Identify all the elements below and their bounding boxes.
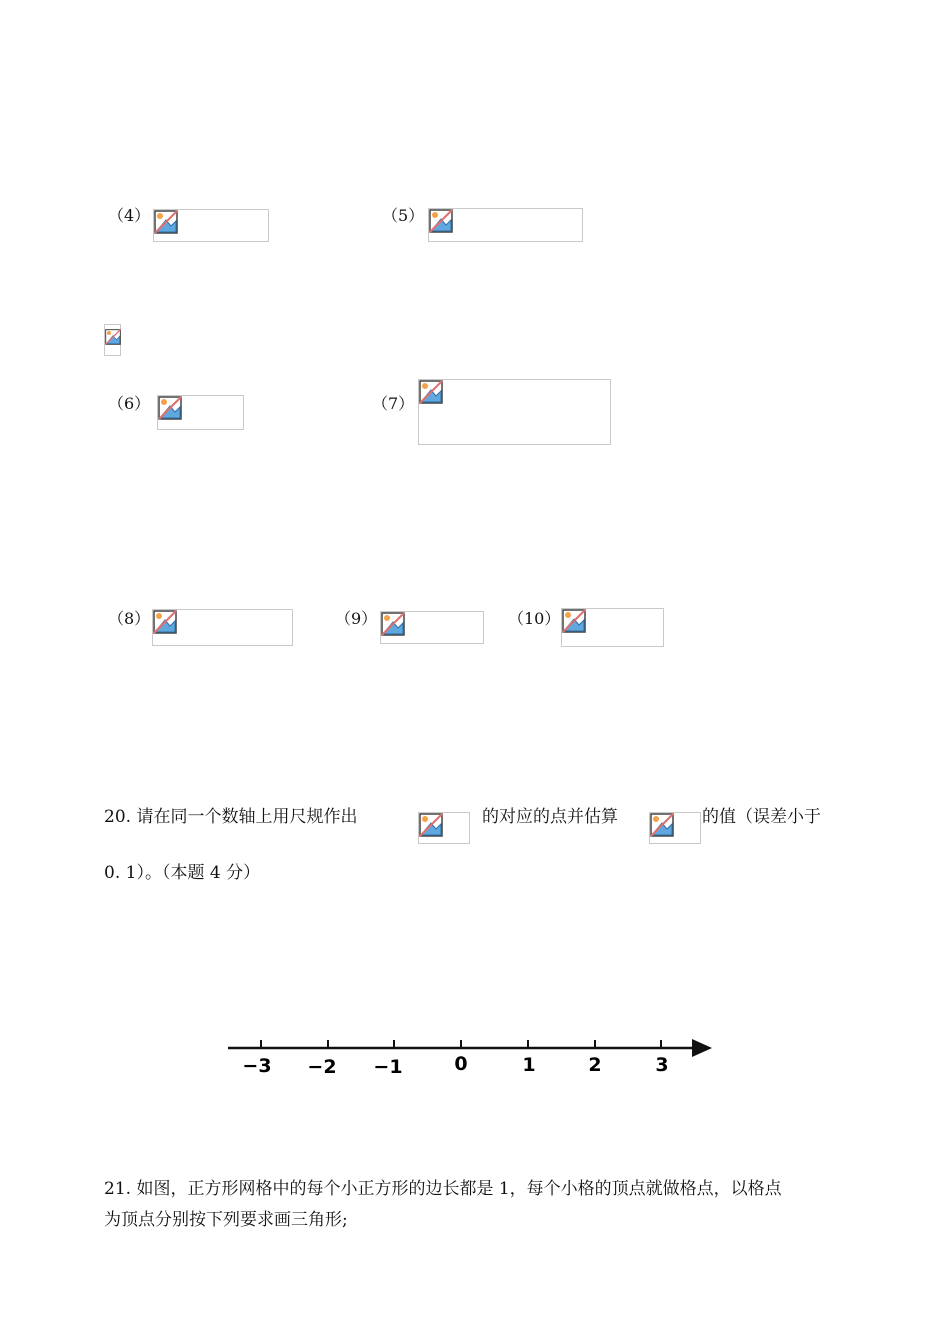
item-label-9: （9）	[335, 609, 378, 628]
tick-label: −3	[242, 1055, 272, 1077]
q21-text-line1: 21. 如图，正方形网格中的每个小正方形的边长都是 1，每个小格的顶点就做格点，以格点	[104, 1179, 782, 1199]
formula-image-8	[152, 609, 293, 646]
number-line-arrow-icon	[692, 1039, 712, 1057]
formula-image-4	[153, 209, 269, 242]
q20-text-part2: 的对应的点并估算	[482, 807, 618, 827]
q20-text-part1: 20. 请在同一个数轴上用尺规作出	[104, 807, 358, 827]
formula-image-5	[428, 208, 583, 242]
item-label-10: （10）	[508, 609, 561, 628]
q20-text-part3: 的值（误差小于	[702, 807, 821, 827]
item-label-7: （7）	[372, 394, 415, 413]
broken-image-icon	[153, 610, 177, 634]
q21-text-line2: 为顶点分别按下列要求画三角形;	[104, 1210, 348, 1230]
tick-label: 2	[588, 1054, 602, 1076]
broken-image-icon	[429, 209, 453, 233]
item-label-8: （8）	[108, 609, 151, 628]
broken-image-icon	[419, 380, 443, 404]
tick-label: 1	[522, 1054, 536, 1076]
stray-image	[104, 324, 121, 356]
q20-formula-image-1	[418, 812, 470, 844]
q20-text-line2: 0. 1）。（本题 4 分）	[104, 863, 261, 883]
formula-image-10	[561, 608, 664, 647]
tick-label: 3	[655, 1054, 669, 1076]
tick-label: −2	[307, 1056, 337, 1078]
formula-image-9	[380, 611, 484, 644]
tick-label: 0	[454, 1053, 468, 1075]
item-label-5: （5）	[382, 206, 425, 225]
broken-image-icon	[381, 612, 405, 636]
q20-formula-image-2	[649, 812, 701, 844]
item-label-6: （6）	[108, 394, 151, 413]
number-line	[222, 1030, 722, 1090]
tick-label: −1	[373, 1056, 403, 1078]
broken-image-icon	[650, 813, 674, 837]
broken-image-icon	[562, 609, 586, 633]
broken-image-icon	[158, 396, 182, 420]
broken-image-icon	[419, 813, 443, 837]
formula-image-7	[418, 379, 611, 445]
item-label-4: （4）	[108, 206, 151, 225]
broken-image-icon	[105, 325, 121, 349]
formula-image-6	[157, 395, 244, 430]
broken-image-icon	[154, 210, 178, 234]
